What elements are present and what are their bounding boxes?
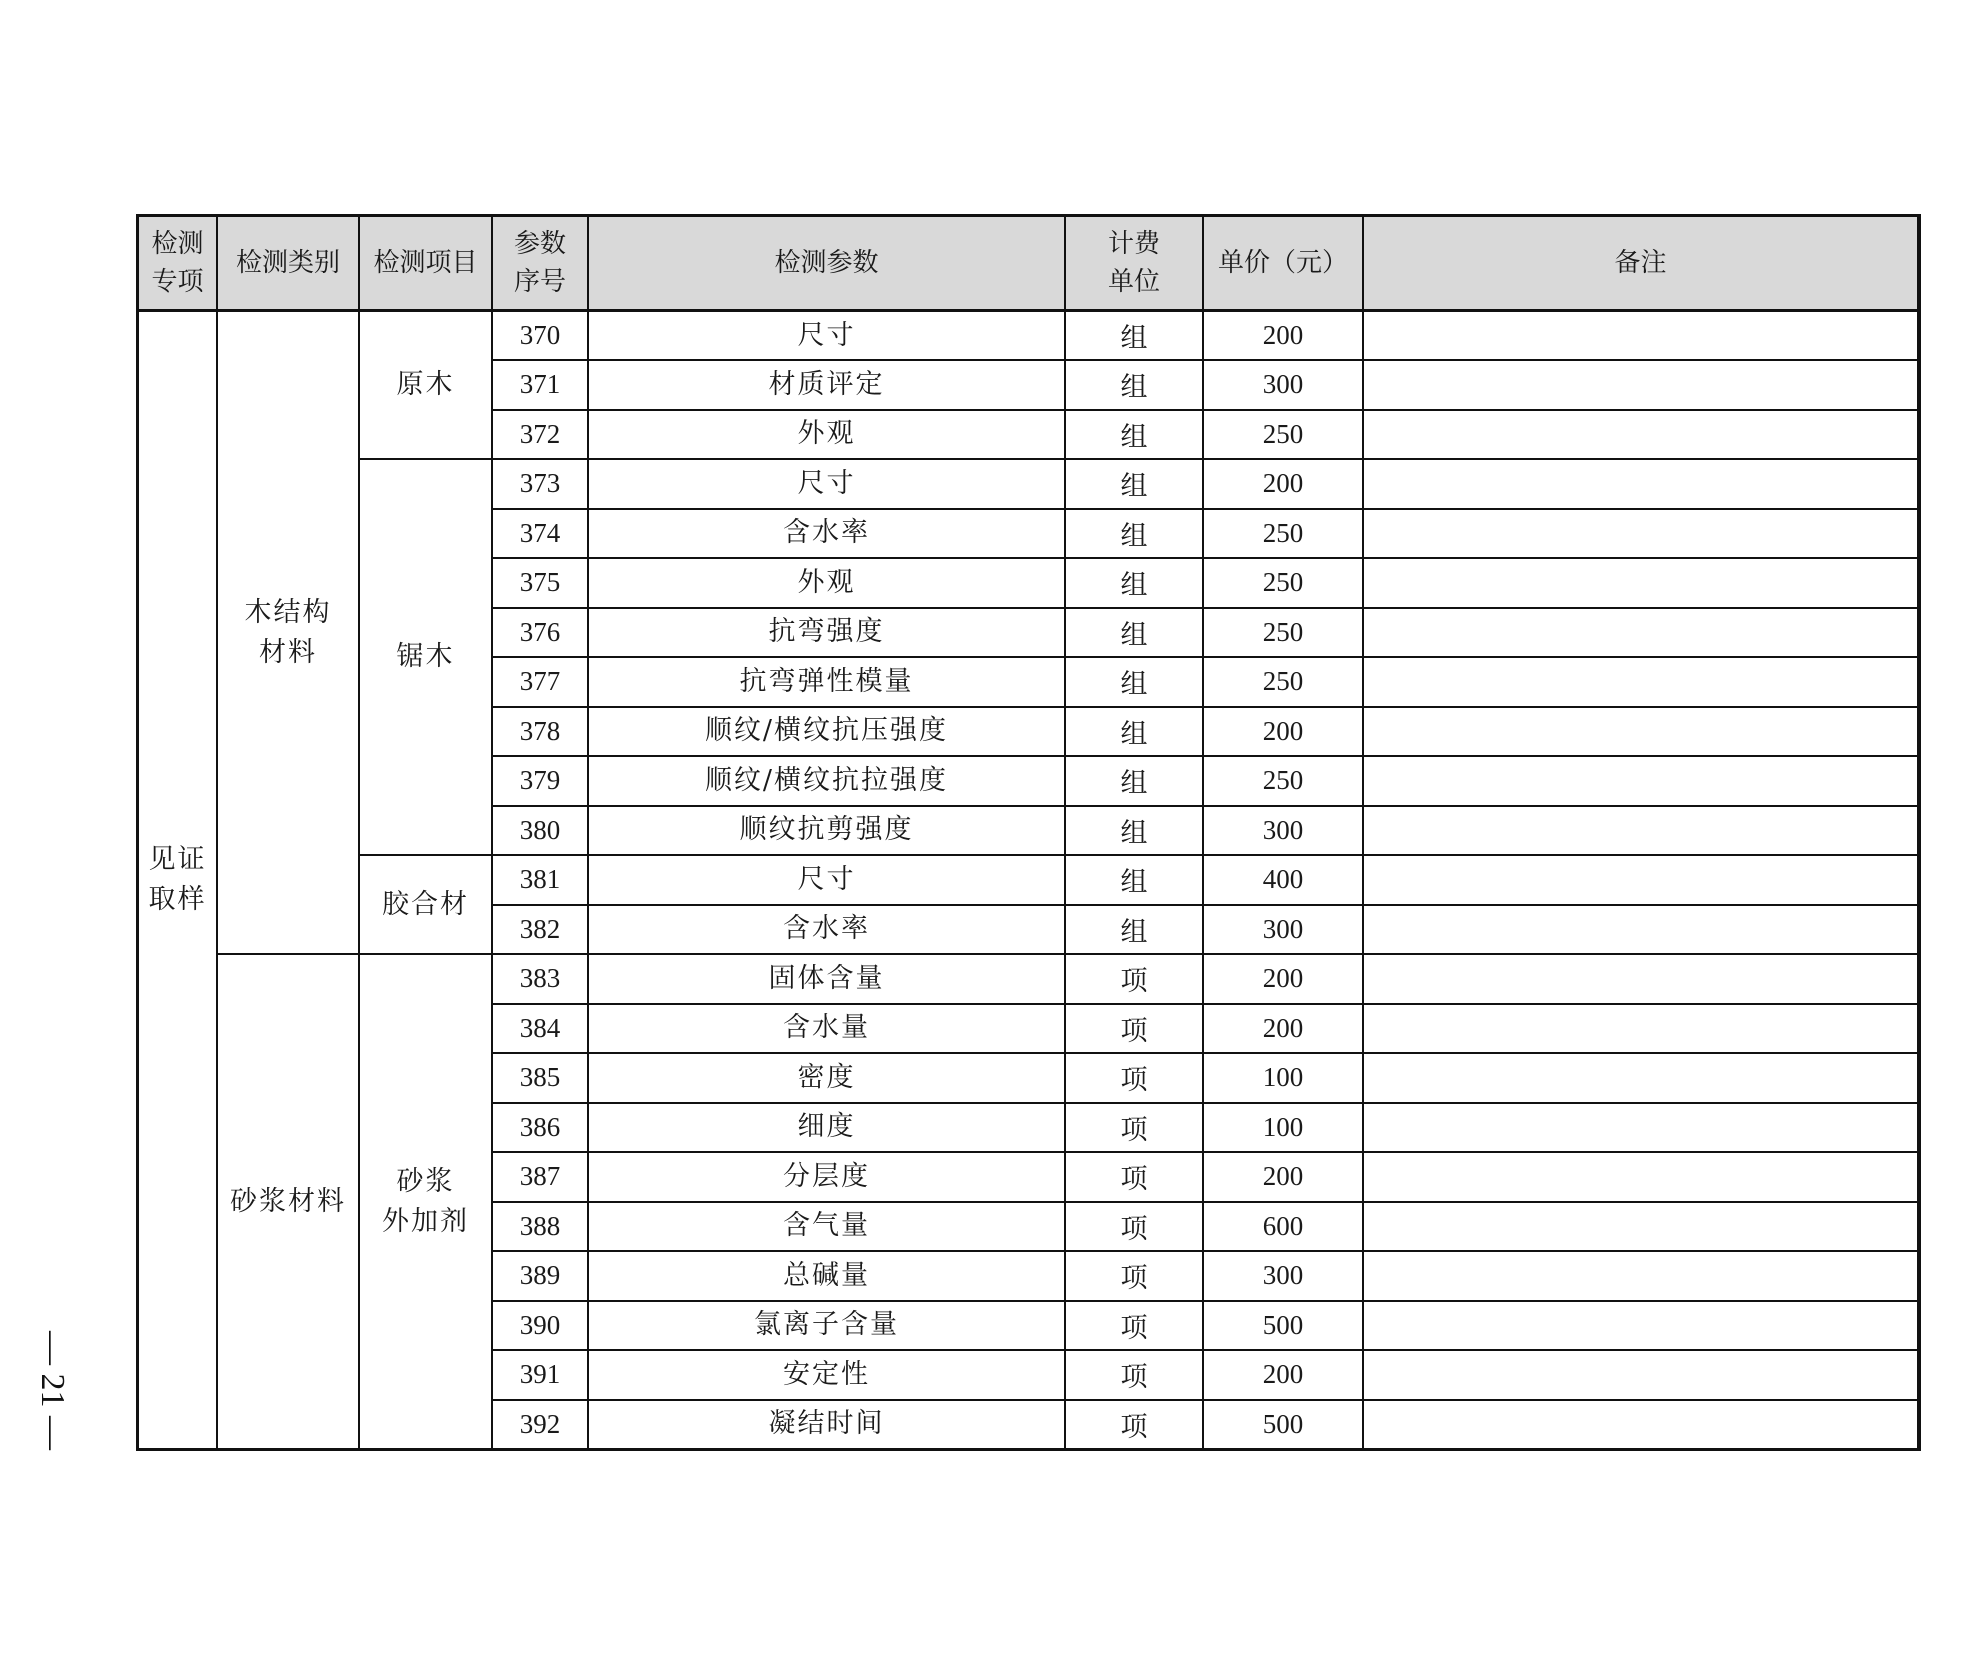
- remark-cell: [1363, 1400, 1918, 1450]
- param-cell: 外观: [588, 558, 1065, 608]
- param-no-cell: 384: [492, 1004, 588, 1054]
- param-cell: 固体含量: [588, 954, 1065, 1004]
- param-cell: 外观: [588, 410, 1065, 460]
- header-special: 检测 专项: [138, 216, 217, 311]
- remark-cell: [1363, 954, 1918, 1004]
- param-no-cell: 370: [492, 311, 588, 361]
- header-item: 检测项目: [359, 216, 492, 311]
- param-no-cell: 390: [492, 1301, 588, 1351]
- param-cell: 凝结时间: [588, 1400, 1065, 1450]
- remark-cell: [1363, 1202, 1918, 1252]
- price-cell: 300: [1203, 905, 1363, 955]
- remark-cell: [1363, 905, 1918, 955]
- remark-cell: [1363, 608, 1918, 658]
- price-cell: 250: [1203, 410, 1363, 460]
- param-no-cell: 373: [492, 459, 588, 509]
- param-cell: 细度: [588, 1103, 1065, 1153]
- unit-cell: 组: [1065, 806, 1203, 856]
- item-sawn-wood-cell: 锯木: [359, 459, 492, 855]
- param-cell: 含水率: [588, 509, 1065, 559]
- table-row: [138, 855, 1918, 905]
- param-no-cell: 389: [492, 1251, 588, 1301]
- item-mortar-admixture-cell: 砂浆 外加剂: [359, 954, 492, 1449]
- header-param-no: 参数 序号: [492, 216, 588, 311]
- price-cell: 200: [1203, 1004, 1363, 1054]
- param-no-cell: 387: [492, 1152, 588, 1202]
- price-cell: 100: [1203, 1103, 1363, 1153]
- param-cell: 顺纹/横纹抗拉强度: [588, 756, 1065, 806]
- category-mortar-cell: 砂浆材料: [217, 954, 359, 1449]
- item-raw-wood-cell: 原木: [359, 311, 492, 460]
- remark-cell: [1363, 1004, 1918, 1054]
- table-row: [138, 311, 1918, 361]
- param-cell: 抗弯弹性模量: [588, 657, 1065, 707]
- param-no-cell: 381: [492, 855, 588, 905]
- param-cell: 材质评定: [588, 360, 1065, 410]
- unit-cell: 组: [1065, 360, 1203, 410]
- page-number: — 21 —: [34, 1330, 71, 1450]
- table-row: [138, 954, 1918, 1004]
- table-body: [138, 311, 1918, 1450]
- param-no-cell: 383: [492, 954, 588, 1004]
- param-cell: 安定性: [588, 1350, 1065, 1400]
- param-no-cell: 382: [492, 905, 588, 955]
- unit-cell: 组: [1065, 608, 1203, 658]
- unit-cell: 组: [1065, 459, 1203, 509]
- special-cell: 见证 取样: [138, 311, 217, 1450]
- unit-cell: 项: [1065, 954, 1203, 1004]
- param-no-cell: 372: [492, 410, 588, 460]
- price-cell: 200: [1203, 459, 1363, 509]
- unit-cell: 组: [1065, 311, 1203, 361]
- param-no-cell: 376: [492, 608, 588, 658]
- remark-cell: [1363, 1301, 1918, 1351]
- header-price: 单价（元）: [1203, 216, 1363, 311]
- header-unit: 计费 单位: [1065, 216, 1203, 311]
- remark-cell: [1363, 410, 1918, 460]
- unit-cell: 项: [1065, 1350, 1203, 1400]
- param-no-cell: 374: [492, 509, 588, 559]
- price-cell: 200: [1203, 707, 1363, 757]
- price-cell: 300: [1203, 360, 1363, 410]
- remark-cell: [1363, 1053, 1918, 1103]
- header-row: [138, 216, 1918, 311]
- param-no-cell: 377: [492, 657, 588, 707]
- unit-cell: 组: [1065, 905, 1203, 955]
- param-no-cell: 388: [492, 1202, 588, 1252]
- header-remark: 备注: [1363, 216, 1918, 311]
- param-no-cell: 385: [492, 1053, 588, 1103]
- unit-cell: 项: [1065, 1202, 1203, 1252]
- remark-cell: [1363, 707, 1918, 757]
- param-no-cell: 391: [492, 1350, 588, 1400]
- price-cell: 250: [1203, 657, 1363, 707]
- remark-cell: [1363, 806, 1918, 856]
- remark-cell: [1363, 657, 1918, 707]
- price-cell: 200: [1203, 954, 1363, 1004]
- param-no-cell: 378: [492, 707, 588, 757]
- param-cell: 尺寸: [588, 855, 1065, 905]
- unit-cell: 项: [1065, 1251, 1203, 1301]
- param-no-cell: 392: [492, 1400, 588, 1450]
- param-no-cell: 375: [492, 558, 588, 608]
- price-cell: 500: [1203, 1301, 1363, 1351]
- item-glulam-cell: 胶合材: [359, 855, 492, 954]
- price-cell: 400: [1203, 855, 1363, 905]
- unit-cell: 组: [1065, 410, 1203, 460]
- unit-cell: 组: [1065, 558, 1203, 608]
- param-no-cell: 380: [492, 806, 588, 856]
- param-cell: 含气量: [588, 1202, 1065, 1252]
- remark-cell: [1363, 756, 1918, 806]
- unit-cell: 项: [1065, 1103, 1203, 1153]
- remark-cell: [1363, 1152, 1918, 1202]
- param-cell: 氯离子含量: [588, 1301, 1065, 1351]
- price-cell: 200: [1203, 1350, 1363, 1400]
- remark-cell: [1363, 558, 1918, 608]
- table-row: [138, 459, 1918, 509]
- unit-cell: 项: [1065, 1400, 1203, 1450]
- param-no-cell: 386: [492, 1103, 588, 1153]
- unit-cell: 组: [1065, 509, 1203, 559]
- param-cell: 含水率: [588, 905, 1065, 955]
- price-cell: 200: [1203, 311, 1363, 361]
- param-no-cell: 379: [492, 756, 588, 806]
- price-cell: 250: [1203, 756, 1363, 806]
- param-cell: 总碱量: [588, 1251, 1065, 1301]
- unit-cell: 项: [1065, 1053, 1203, 1103]
- price-cell: 300: [1203, 806, 1363, 856]
- remark-cell: [1363, 360, 1918, 410]
- remark-cell: [1363, 311, 1918, 361]
- param-cell: 分层度: [588, 1152, 1065, 1202]
- category-wood-cell: 木结构 材料: [217, 311, 359, 955]
- price-cell: 250: [1203, 509, 1363, 559]
- remark-cell: [1363, 1251, 1918, 1301]
- param-cell: 顺纹抗剪强度: [588, 806, 1065, 856]
- price-cell: 100: [1203, 1053, 1363, 1103]
- unit-cell: 组: [1065, 657, 1203, 707]
- unit-cell: 项: [1065, 1301, 1203, 1351]
- price-cell: 200: [1203, 1152, 1363, 1202]
- unit-cell: 组: [1065, 756, 1203, 806]
- unit-cell: 组: [1065, 855, 1203, 905]
- price-cell: 250: [1203, 558, 1363, 608]
- header-param: 检测参数: [588, 216, 1065, 311]
- remark-cell: [1363, 509, 1918, 559]
- unit-cell: 项: [1065, 1004, 1203, 1054]
- unit-cell: 项: [1065, 1152, 1203, 1202]
- remark-cell: [1363, 459, 1918, 509]
- remark-cell: [1363, 855, 1918, 905]
- param-cell: 抗弯强度: [588, 608, 1065, 658]
- price-cell: 500: [1203, 1400, 1363, 1450]
- pricing-table: [137, 215, 1919, 1450]
- header-category: 检测类别: [217, 216, 359, 311]
- remark-cell: [1363, 1350, 1918, 1400]
- price-cell: 600: [1203, 1202, 1363, 1252]
- param-cell: 含水量: [588, 1004, 1065, 1054]
- price-cell: 300: [1203, 1251, 1363, 1301]
- param-cell: 密度: [588, 1053, 1065, 1103]
- price-cell: 250: [1203, 608, 1363, 658]
- remark-cell: [1363, 1103, 1918, 1153]
- param-cell: 尺寸: [588, 459, 1065, 509]
- param-no-cell: 371: [492, 360, 588, 410]
- param-cell: 尺寸: [588, 311, 1065, 361]
- unit-cell: 组: [1065, 707, 1203, 757]
- param-cell: 顺纹/横纹抗压强度: [588, 707, 1065, 757]
